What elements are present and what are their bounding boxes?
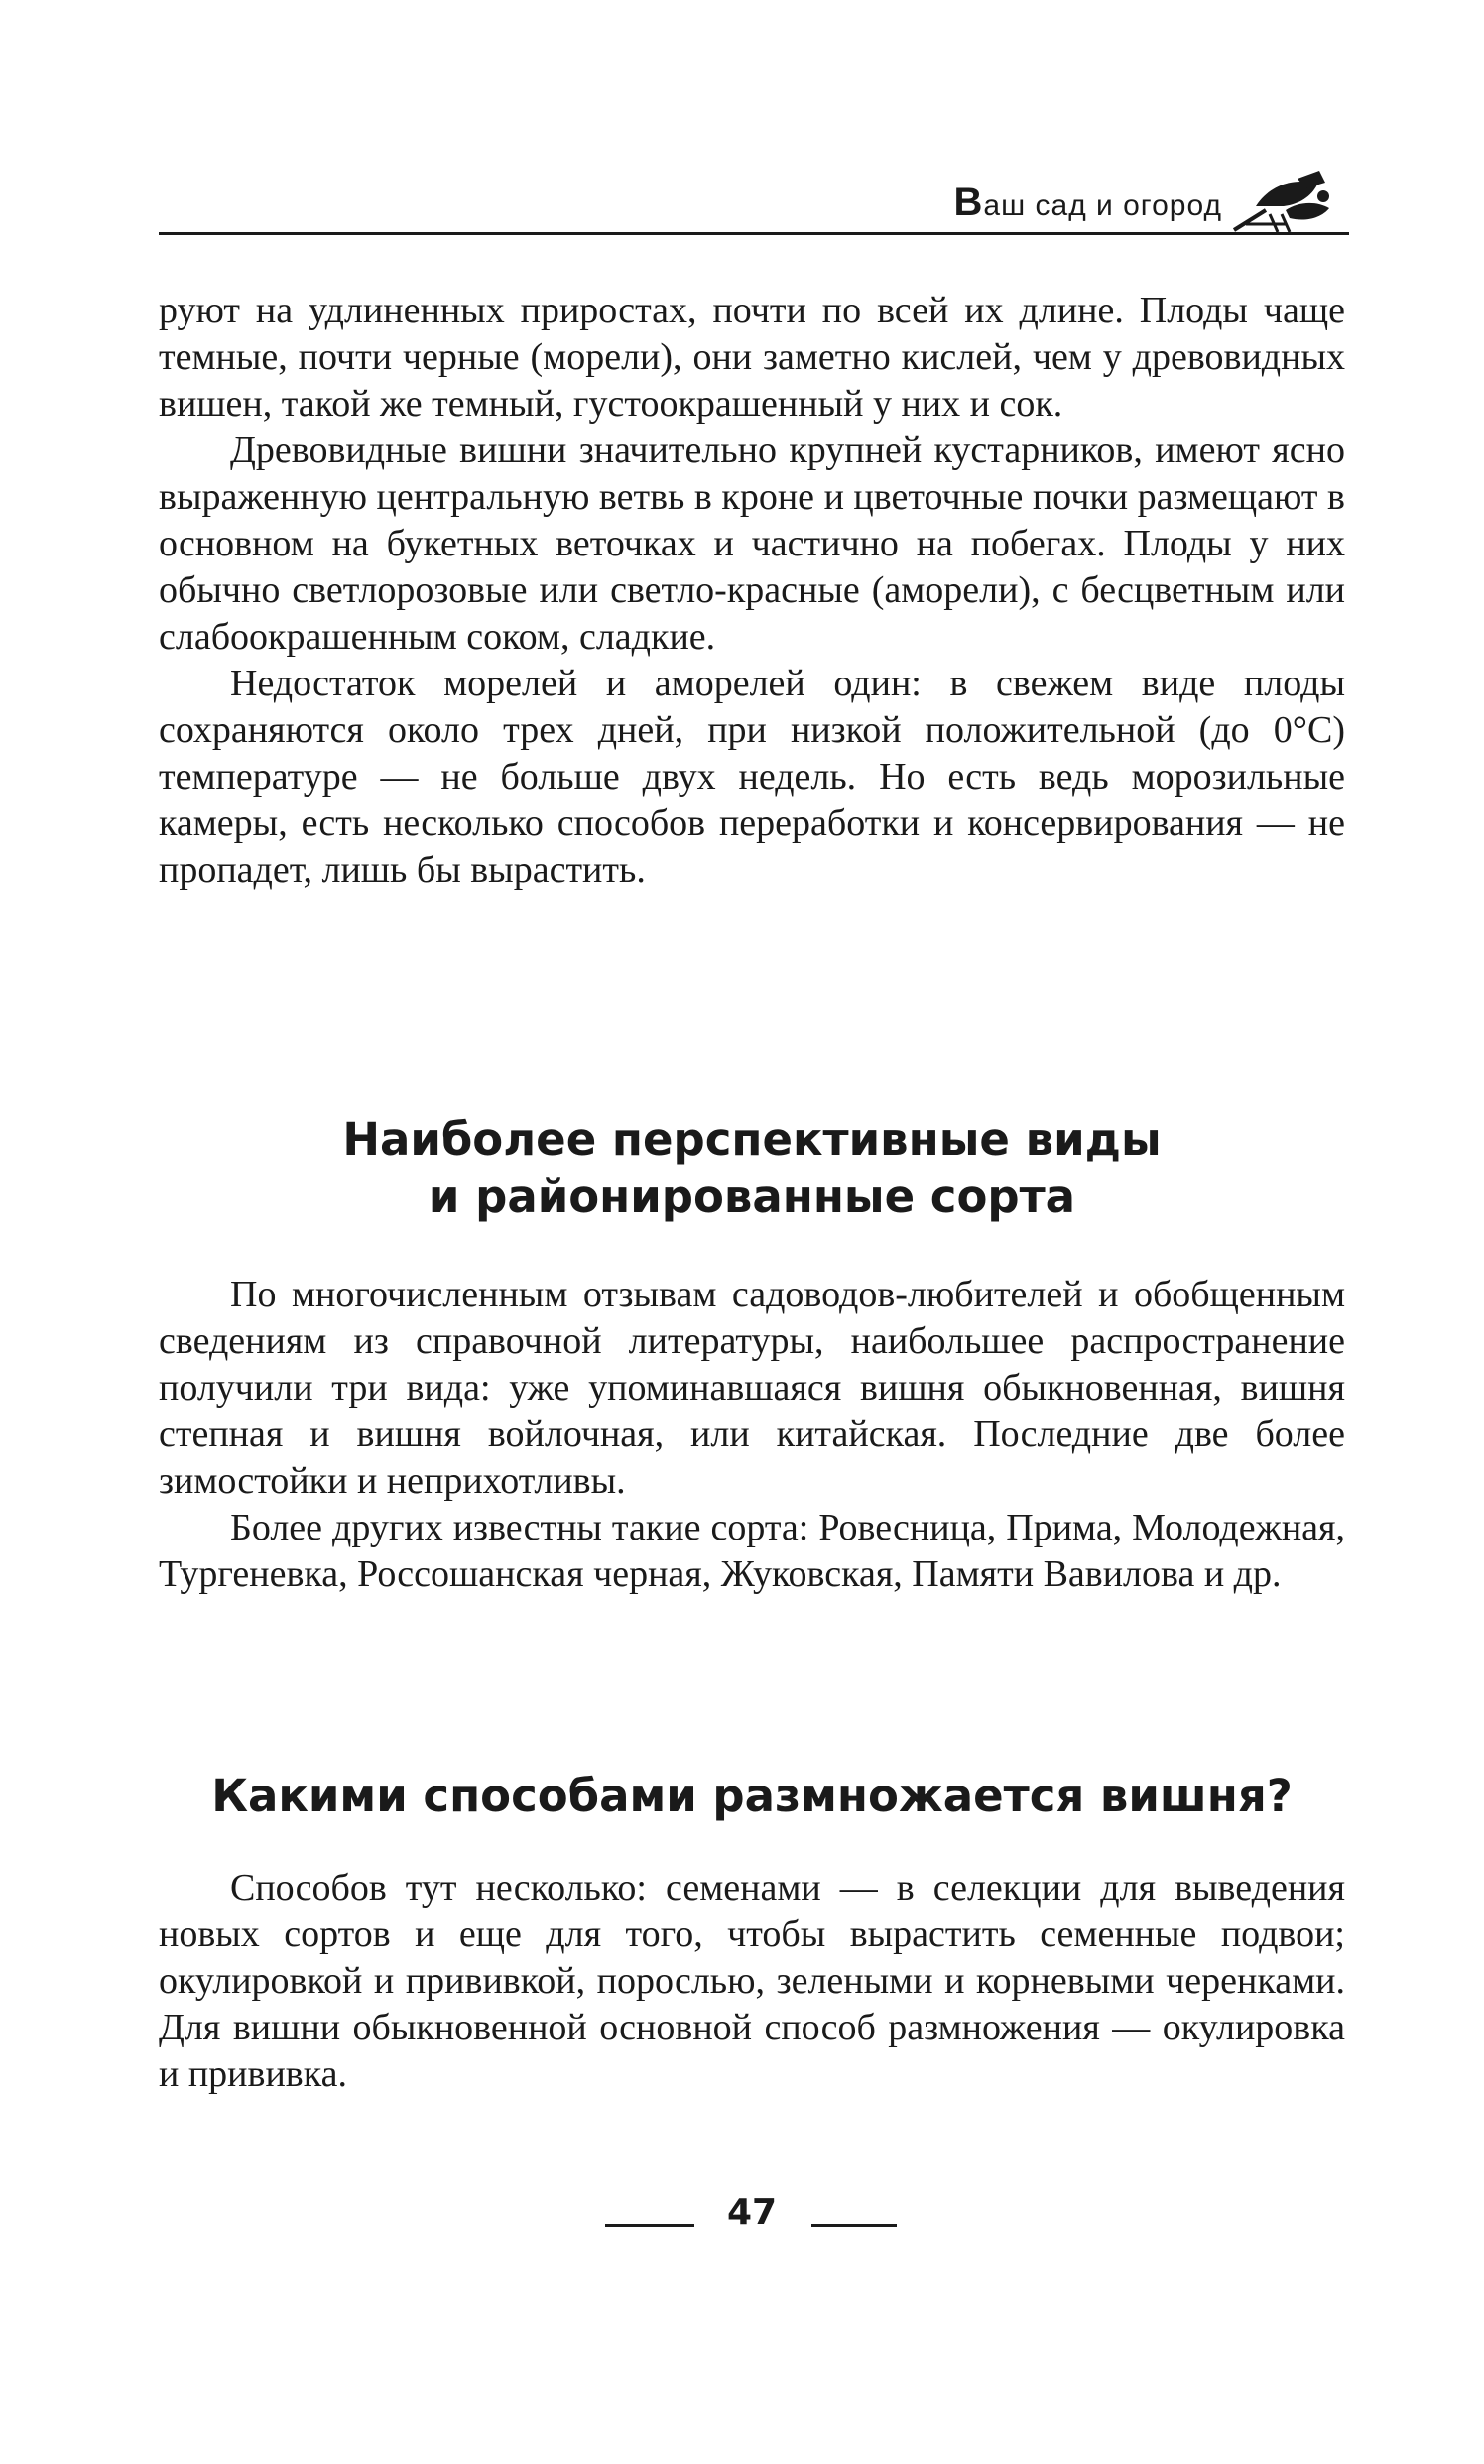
header-initial: В	[953, 181, 984, 224]
paragraph: По многочисленным отзывам садоводов-любителей и обобщенным сведениям из справочной литературы, наибольшее распространение получили три вида: уже упоминавшаяся вишня обыкновенная, вишня степная и вишня войлочная, или китайская. Последние две более зимостойки и неприхотливы.	[159, 1274, 1345, 1502]
page-number: 47	[726, 2192, 778, 2233]
footer-rule-right	[811, 2224, 897, 2227]
section-heading-propagation: Какими способами размножается вишня?	[211, 1770, 1293, 1822]
page-footer	[0, 2188, 1484, 2248]
header-title-rest: аш сад и огород	[983, 189, 1222, 222]
paragraph: руют на удлиненных приростах, почти по всей их длине. Плоды чаще темные, почти черные (морели), они заметно кислей, чем у древовидных вишен, такой же темный, густоокрашенный у них и сок.	[159, 290, 1345, 425]
body-text-top	[159, 288, 1345, 894]
header-rule	[159, 232, 1349, 235]
paragraph: Способов тут несколько: семенами — в селекции для выведения новых сортов и еще для того, чтобы вырастить семенные подвои; окулировкой и прививкой, порослью, зелеными и корневыми черенками. Для вишни обыкновенной основной способ размножения — окулировка и прививка.	[159, 1867, 1345, 2095]
heading-line: Наиболее перспективные виды	[342, 1113, 1162, 1166]
running-header	[159, 167, 1349, 240]
paragraph: Более других известны такие сорта: Ровесница, Прима, Молодежная, Тургеневка, Россошанская черная, Жуковская, Памяти Вавилова и др.	[159, 1507, 1345, 1595]
footer-rule-left	[605, 2224, 694, 2227]
paragraph: Древовидные вишни значительно крупней кустарников, имеют ясно выраженную центральную ветвь в кроне и цветочные почки размещают в основном на букетных веточках и частично на побегах. Плоды у них обычно светлорозовые или светло-красные (аморели), с бесцветным или слабоокрашенным соком, сладкие.	[159, 430, 1345, 658]
running-header-title	[954, 181, 1222, 225]
paragraph: Недостаток морелей и аморелей один: в свежем виде плоды сохраняются около трех дней, при низкой положительной (до 0°С) температуре — не больше двух недель. Но есть ведь морозильные камеры, есть несколько способов переработки и консервирования — не пропадет, лишь бы вырастить.	[159, 663, 1345, 891]
heading-line: и районированные сорта	[428, 1170, 1076, 1223]
body-text-bottom	[159, 1865, 1345, 2098]
garden-tools-icon	[1226, 167, 1345, 240]
section-heading-varieties	[159, 1111, 1345, 1226]
body-text-middle	[159, 1272, 1345, 1598]
